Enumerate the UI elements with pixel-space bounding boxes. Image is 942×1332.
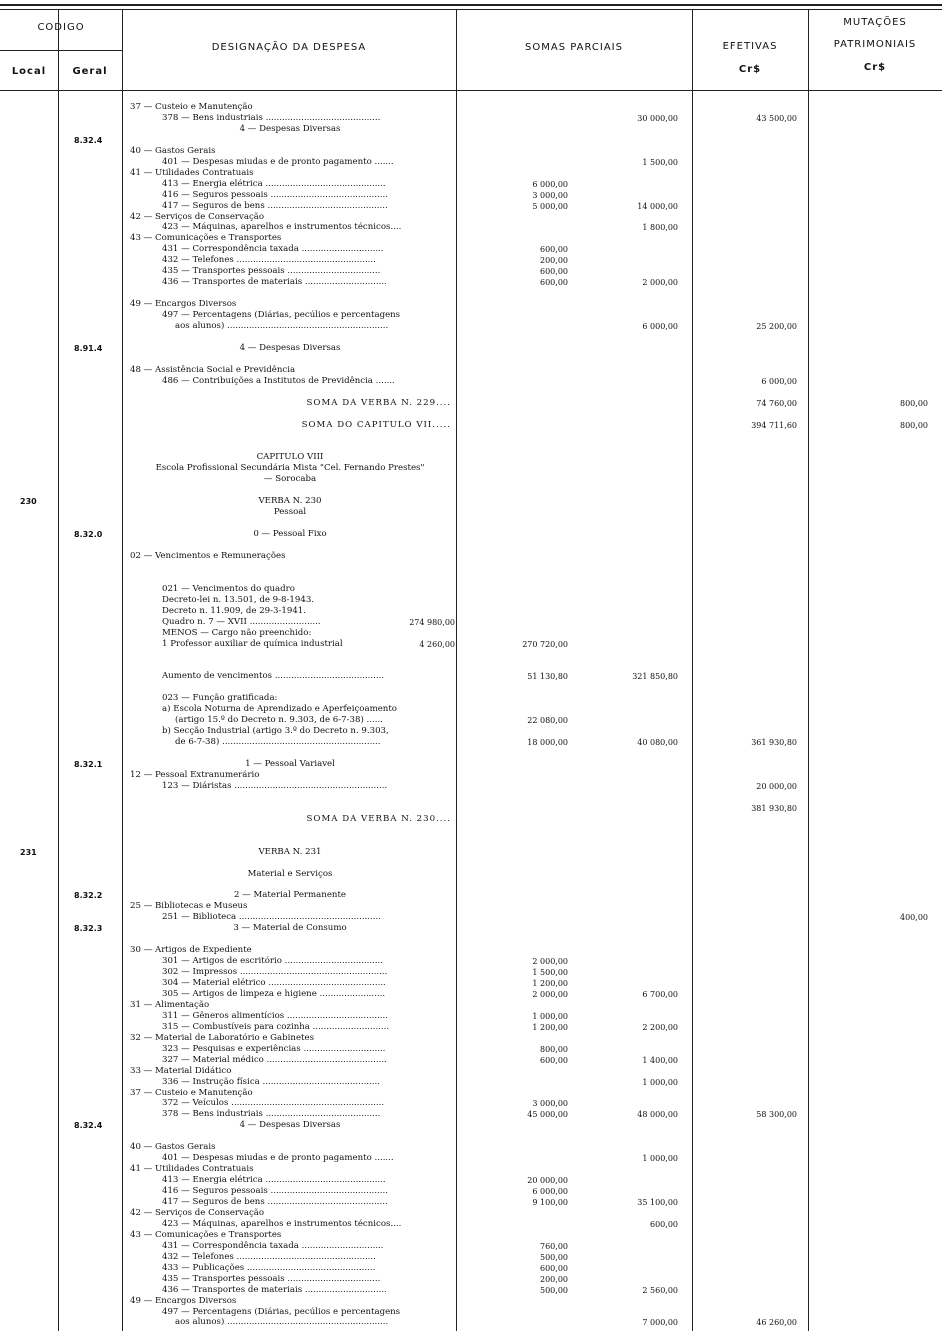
table-row [0, 277, 942, 288]
partial-subamount: 45 000,00 [527, 1110, 568, 1120]
partial-subamount: 500,00 [540, 1252, 568, 1262]
table-row [0, 299, 942, 310]
table-row [0, 1011, 942, 1022]
expense-description: 416 — Seguros pessoais ........................................... [162, 189, 388, 200]
effective-amount: 361 930,80 [751, 738, 797, 748]
geral-code: 8.32.1 [74, 760, 103, 769]
table-row [0, 858, 942, 869]
expense-description: de 6-7-38) .......................................................... [175, 737, 381, 748]
partial-subamount: 200,00 [540, 1274, 568, 1284]
expense-description: 435 — Transportes pessoais .................................. [162, 266, 381, 277]
expense-description: 315 — Combustíveis para cozinha ............................ [162, 1021, 390, 1032]
header-mutacoes: MUTAÇÕES [843, 17, 907, 28]
table-row [0, 869, 942, 880]
expense-description: 433 — Publicações ............................................... [162, 1262, 376, 1273]
table-row [0, 113, 942, 124]
table-row [0, 244, 942, 255]
table-row [0, 759, 942, 770]
table-row [0, 978, 942, 989]
total-label: SOMA DA VERBA N. 229.... [306, 397, 451, 408]
geral-code: 8.91.4 [74, 343, 103, 353]
expense-description: 372 — Veículos ........................................................ [162, 1098, 385, 1109]
inner-amount: 4 260,00 [419, 639, 455, 649]
effective-amount: 46 260,00 [756, 1318, 797, 1328]
table-row [0, 376, 942, 387]
expense-description: 401 — Despesas miudas e de pronto pagamento ....... [162, 156, 394, 167]
expense-description: 432 — Telefones ................................................... [162, 255, 376, 266]
partial-subamount: 5 000,00 [532, 201, 568, 211]
table-row [0, 266, 942, 277]
expense-description: 37 — Custeio e Manutenção [130, 1087, 253, 1098]
expense-description: 32 — Material de Laboratório e Gabinetes [130, 1032, 314, 1043]
table-row [0, 1033, 942, 1044]
table-row [0, 1175, 942, 1186]
table-row [0, 803, 942, 814]
table-row [0, 989, 942, 1000]
expense-description: aos alunos) ........................................................... [175, 1317, 389, 1328]
table-row [0, 398, 942, 409]
table-row [0, 890, 942, 901]
expense-description: 33 — Material Didático [130, 1065, 232, 1076]
table-row [0, 168, 942, 179]
expense-description: 42 — Serviços de Conservação [130, 211, 265, 222]
table-row [0, 190, 942, 201]
table-row [0, 847, 942, 858]
partial-sum: 321 850,80 [632, 672, 678, 682]
table-row [0, 901, 942, 912]
expense-description: 436 — Transportes de materiais .............................. [162, 1284, 387, 1295]
table-row [0, 1153, 942, 1164]
header-mutacoes-unit: Cr$ [863, 62, 887, 73]
expense-description: 25 — Bibliotecas e Museus [130, 901, 248, 912]
header-geral: Geral [72, 66, 108, 77]
table-row [0, 1164, 942, 1175]
expense-description: 497 — Percentagens (Diárias, pecúlios e percentagens [162, 1306, 401, 1317]
table-row [0, 770, 942, 781]
expense-description: 401 — Despesas miudas e de pronto pagamento ....... [162, 1153, 394, 1164]
table-row [0, 1274, 942, 1285]
partial-sum: 35 100,00 [637, 1198, 678, 1207]
effective-amount: 394 711,60 [751, 420, 797, 430]
expense-description: 304 — Material elétrico ........................................... [162, 978, 386, 988]
table-row [0, 660, 942, 671]
header-patrimoniais: PATRIMONIAIS [833, 39, 917, 50]
table-row [0, 1241, 942, 1252]
geral-code: 8.32.2 [74, 891, 103, 901]
expense-description: 41 — Utilidades Contratuais [130, 167, 254, 178]
expense-description: 417 — Seguros de bens ............................................ [162, 1197, 388, 1207]
partial-sum: 7 000,00 [642, 1318, 678, 1328]
geral-code: 8.32.4 [74, 135, 103, 145]
expense-description: MENOS — Cargo não preenchido: [162, 627, 312, 638]
expense-description: Quadro n. 7 — XVII .......................... [162, 616, 321, 627]
partial-subamount: 600,00 [540, 1055, 568, 1065]
table-row [0, 923, 942, 934]
table-row [0, 628, 942, 639]
header-somas-parciais: SOMAS PARCIAIS [525, 42, 623, 53]
table-row [0, 233, 942, 244]
partial-subamount: 2 000,00 [532, 957, 568, 967]
section-heading: VERBA N. 231 [258, 846, 322, 857]
table-row [0, 934, 942, 945]
total-label: SOMA DA VERBA N. 230.... [306, 813, 451, 824]
table-row [0, 1088, 942, 1099]
expense-description: 43 — Comunicações e Transportes [130, 233, 282, 244]
expense-description: 42 — Serviços de Conservação [130, 1207, 265, 1218]
effective-amount: 58 300,00 [756, 1110, 797, 1120]
table-row [0, 201, 942, 212]
table-row [0, 343, 942, 354]
table-row [0, 825, 942, 836]
expense-description: 302 — Impressos ...................................................... [162, 967, 388, 978]
section-heading: 0 — Pessoal Fixo [253, 529, 327, 540]
table-row [0, 474, 942, 485]
expense-description: 413 — Energia elétrica ............................................ [162, 1175, 386, 1186]
expense-description: 30 — Artigos de Expediente [130, 945, 252, 956]
table-row [0, 956, 942, 967]
table-row [0, 573, 942, 584]
table-row [0, 540, 942, 551]
section-heading: — Sorocaba [263, 474, 317, 485]
top-rule-2 [0, 9, 942, 10]
table-row [0, 781, 942, 792]
partial-subamount: 6 000,00 [532, 1187, 568, 1197]
expense-description: 416 — Seguros pessoais ........................................... [162, 1186, 388, 1197]
partial-subamount: 200,00 [540, 256, 568, 266]
expense-description: 02 — Vencimentos e Remunerações [130, 550, 286, 561]
partial-sum: 2 000,00 [642, 278, 678, 288]
expense-description: 323 — Pesquisas e experiências .............................. [162, 1043, 386, 1054]
partial-sum: 1 400,00 [642, 1055, 678, 1065]
table-row [0, 365, 942, 376]
table-row [0, 463, 942, 474]
partial-subamount: 500,00 [540, 1285, 568, 1295]
local-code: 230 [20, 497, 37, 507]
expense-description: aos alunos) ........................................................... [175, 321, 389, 331]
expense-description: 413 — Energia elétrica ............................................ [162, 178, 386, 189]
expense-description: 423 — Máquinas, aparelhos e instrumentos técnicos.... [162, 222, 402, 233]
table-row [0, 354, 942, 365]
partial-subamount: 3 000,00 [532, 190, 568, 200]
expense-description: 48 — Assistência Social e Previdência [130, 364, 296, 375]
expense-description: 486 — Contribuições a Institutos de Previdência ....... [162, 375, 395, 386]
table-row [0, 321, 942, 332]
table-row [0, 485, 942, 496]
partial-subamount: 270 720,00 [522, 639, 568, 649]
expense-description: 023 — Função gratificada: [162, 693, 278, 704]
partial-sum: 1 500,00 [642, 157, 678, 167]
table-row [0, 595, 942, 606]
partial-subamount: 20 000,00 [527, 1176, 568, 1186]
table-row [0, 529, 942, 540]
partial-subamount: 1 000,00 [532, 1011, 568, 1021]
partial-subamount: 600,00 [540, 1263, 568, 1273]
partial-subamount: 1 200,00 [532, 1022, 568, 1032]
table-row [0, 1077, 942, 1088]
partial-subamount: 760,00 [540, 1241, 568, 1251]
expense-description: 327 — Material médico ............................................ [162, 1054, 387, 1065]
partial-subamount: 800,00 [540, 1044, 568, 1054]
table-row [0, 1098, 942, 1109]
expense-description: 432 — Telefones ................................................... [162, 1251, 376, 1262]
section-heading: 2 — Material Permanente [233, 890, 346, 901]
table-row [0, 102, 942, 113]
top-rule [0, 4, 942, 6]
section-heading: 1 — Pessoal Variavel [245, 759, 335, 769]
partial-sum: 40 080,00 [637, 738, 678, 748]
table-row [0, 584, 942, 595]
patrimonial-amount: 800,00 [900, 398, 928, 408]
expense-description: (artigo 15.º do Decreto n. 9.303, de 6-7-38) ...... [175, 715, 383, 726]
partial-sum: 1 800,00 [642, 223, 678, 233]
section-heading: 3 — Material de Consumo [233, 923, 347, 934]
expense-description: 417 — Seguros de bens ............................................ [162, 200, 388, 211]
expense-description: 40 — Gastos Gerais [130, 145, 216, 156]
table-row [0, 441, 942, 452]
total-label: SOMA DO CAPITULO VII..... [301, 419, 451, 430]
table-row [0, 288, 942, 299]
partial-sum: 600,00 [650, 1219, 678, 1229]
partial-subamount: 1 500,00 [532, 968, 568, 978]
table-row [0, 726, 942, 737]
partial-subamount: 6 000,00 [532, 179, 568, 189]
expense-description: 497 — Percentagens (Diárias, pecúlios e percentagens [162, 310, 401, 321]
geral-code: 8.32.0 [74, 530, 103, 540]
header-bottom-rule [0, 90, 942, 91]
codigo-divider [0, 50, 122, 51]
effective-amount: 6 000,00 [761, 376, 797, 386]
table-row [0, 1285, 942, 1296]
effective-amount: 20 000,00 [756, 781, 797, 791]
section-heading: Pessoal [273, 507, 307, 518]
partial-subamount: 600,00 [540, 267, 568, 277]
expense-description: 1 Professor auxiliar de química industrial [162, 638, 343, 649]
table-row [0, 420, 942, 431]
table-row [0, 1263, 942, 1274]
header-codigo: CODIGO [37, 22, 85, 33]
table-row [0, 792, 942, 803]
table-row [0, 496, 942, 507]
table-row [0, 135, 942, 146]
table-row [0, 737, 942, 748]
table-row [0, 255, 942, 266]
table-row [0, 1066, 942, 1077]
effective-amount: 74 760,00 [756, 398, 797, 408]
partial-sum: 6 000,00 [642, 322, 678, 331]
local-code: 231 [20, 847, 37, 857]
section-heading: VERBA N. 230 [258, 496, 322, 507]
table-row [0, 1000, 942, 1011]
effective-amount: 381 930,80 [751, 803, 797, 813]
table-row [0, 332, 942, 343]
table-row [0, 671, 942, 682]
expense-description: 305 — Artigos de limpeza e higiene ........................ [162, 988, 386, 999]
table-row [0, 1120, 942, 1131]
header-designacao: DESIGNAÇÃO DA DESPESA [211, 42, 367, 53]
partial-subamount: 600,00 [540, 278, 568, 288]
effective-amount: 25 200,00 [756, 322, 797, 331]
expense-description: 423 — Máquinas, aparelhos e instrumentos técnicos.... [162, 1218, 402, 1229]
table-row [0, 1186, 942, 1197]
expense-description: a) Escola Noturna de Aprendizado e Aperfeiçoamento [162, 704, 397, 715]
table-row [0, 431, 942, 442]
header-efetivas: EFETIVAS [722, 41, 778, 52]
table-row [0, 967, 942, 978]
table-row [0, 507, 942, 518]
expense-description: Decreto-lei n. 13.501, de 9-8-1943. [162, 594, 315, 605]
table-row [0, 1197, 942, 1208]
expense-description: 12 — Pessoal Extranumerário [130, 769, 260, 780]
partial-subamount: 18 000,00 [527, 738, 568, 748]
section-heading: 4 — Despesas Diversas [239, 1120, 341, 1131]
partial-subamount: 9 100,00 [532, 1198, 568, 1207]
expense-description: 49 — Encargos Diversos [130, 299, 237, 310]
table-row [0, 146, 942, 157]
expense-description: 431 — Correspondência taxada .............................. [162, 1240, 384, 1251]
table-row [0, 452, 942, 463]
table-row [0, 124, 942, 135]
partial-sum: 6 700,00 [642, 989, 678, 999]
expense-description: 436 — Transportes de materiais .............................. [162, 277, 387, 288]
partial-subamount: 1 200,00 [532, 979, 568, 988]
partial-subamount: 2 000,00 [532, 989, 568, 999]
expense-description: 431 — Correspondência taxada .............................. [162, 244, 384, 255]
expense-description: 311 — Gêneros alimentícios ..................................... [162, 1010, 388, 1021]
partial-sum: 2 200,00 [642, 1022, 678, 1032]
section-heading: Material e Serviços [247, 868, 333, 879]
table-row [0, 1131, 942, 1142]
partial-sum: 14 000,00 [637, 201, 678, 211]
expense-description: 40 — Gastos Gerais [130, 1142, 216, 1153]
table-row [0, 1022, 942, 1033]
table-row [0, 704, 942, 715]
partial-subamount: 22 080,00 [527, 716, 568, 726]
table-row [0, 1317, 942, 1328]
section-heading: Escola Profissional Secundária Mista "Cel. Fernando Prestes" [155, 463, 425, 474]
table-row [0, 606, 942, 617]
table-row [0, 617, 942, 628]
partial-subamount: 3 000,00 [532, 1099, 568, 1109]
partial-subamount: 600,00 [540, 245, 568, 255]
expense-description: 378 — Bens industriais .......................................... [162, 1109, 381, 1120]
expense-description: b) Secção Industrial (artigo 3.º do Decreto n. 9.303, [162, 726, 389, 737]
expense-description: 37 — Custeio e Manutenção [130, 102, 253, 112]
table-row [0, 1252, 942, 1263]
geral-code: 8.32.3 [74, 924, 103, 934]
expense-description: 49 — Encargos Diversos [130, 1295, 237, 1306]
partial-sum: 48 000,00 [637, 1110, 678, 1120]
expense-description: 31 — Alimentação [130, 999, 210, 1010]
table-row [0, 409, 942, 420]
expense-description: 021 — Vencimentos do quadro [162, 583, 295, 594]
expense-description: 301 — Artigos de escritório .................................... [162, 956, 384, 967]
table-row [0, 879, 942, 890]
section-heading: 4 — Despesas Diversas [239, 342, 341, 353]
expense-description: 43 — Comunicações e Transportes [130, 1229, 282, 1240]
table-row [0, 1044, 942, 1055]
section-heading: CAPITULO VIII [256, 452, 324, 463]
expense-description: 41 — Utilidades Contratuais [130, 1164, 254, 1175]
expense-description: 378 — Bens industriais .......................................... [162, 112, 381, 123]
table-row [0, 1208, 942, 1219]
table-row [0, 650, 942, 661]
table-row [0, 310, 942, 321]
table-row [0, 387, 942, 398]
table-row [0, 836, 942, 847]
table-row [0, 945, 942, 956]
table-row [0, 179, 942, 190]
table-row [0, 518, 942, 529]
table-row [0, 1109, 942, 1120]
table-row [0, 814, 942, 825]
inner-amount: 274 980,00 [409, 617, 455, 627]
table-row [0, 682, 942, 693]
table-row [0, 212, 942, 223]
table-row [0, 157, 942, 168]
table-row [0, 562, 942, 573]
expense-description: Aumento de vencimentos ........................................ [162, 671, 385, 682]
partial-sum: 1 000,00 [642, 1077, 678, 1087]
table-row [0, 1230, 942, 1241]
partial-subamount: 51 130,80 [527, 672, 568, 682]
header-local: Local [11, 66, 47, 77]
expense-description: 123 — Diáristas ........................................................ [162, 780, 388, 791]
table-row [0, 551, 942, 562]
table-row [0, 748, 942, 759]
table-row [0, 912, 942, 923]
table-row [0, 1307, 942, 1318]
expense-description: Decreto n. 11.909, de 29-3-1941. [162, 605, 307, 616]
patrimonial-amount: 800,00 [900, 420, 928, 430]
table-row [0, 1296, 942, 1307]
expense-description: 336 — Instrução física ........................................... [162, 1076, 380, 1087]
expense-description: 435 — Transportes pessoais .................................. [162, 1273, 381, 1284]
geral-code: 8.32.4 [74, 1121, 103, 1131]
patrimonial-amount: 400,00 [900, 913, 928, 923]
table-row [0, 639, 942, 650]
table-row [0, 693, 942, 704]
table-row [0, 1219, 942, 1230]
table-row [0, 222, 942, 233]
partial-sum: 30 000,00 [637, 113, 678, 123]
table-row [0, 715, 942, 726]
table-row [0, 1142, 942, 1153]
table-row [0, 1055, 942, 1066]
section-heading: 4 — Despesas Diversas [239, 123, 341, 134]
expense-description: 251 — Biblioteca .................................................... [162, 912, 381, 923]
partial-sum: 2 560,00 [642, 1285, 678, 1295]
header-efetivas-unit: Cr$ [738, 64, 762, 75]
partial-sum: 1 000,00 [642, 1154, 678, 1164]
effective-amount: 43 500,00 [756, 113, 797, 123]
